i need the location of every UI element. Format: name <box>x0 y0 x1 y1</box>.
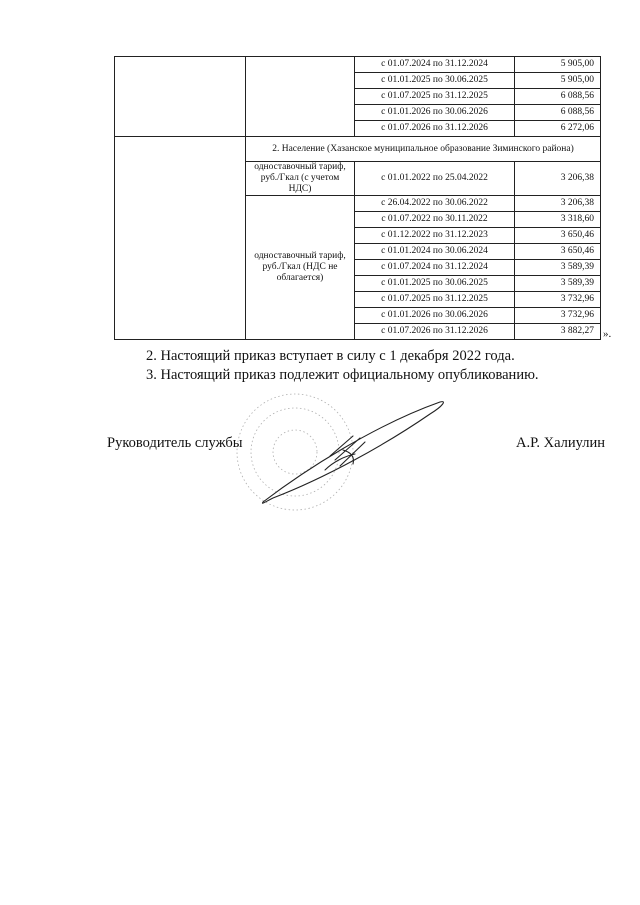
value-cell: 3 589,39 <box>515 260 601 276</box>
value-cell: 6 088,56 <box>515 89 601 105</box>
value-cell: 3 732,96 <box>515 292 601 308</box>
period-cell: с 01.07.2025 по 31.12.2025 <box>355 292 515 308</box>
tariff-category: одноставочный тариф, руб./Гкал (с учетом НДС) <box>246 162 355 196</box>
section-header: 2. Население (Хазанское муниципальное образование Зиминского района) <box>246 137 601 162</box>
stamp-and-signature-image <box>225 390 465 530</box>
value-cell: 3 206,38 <box>515 196 601 212</box>
value-cell: 3 206,38 <box>515 162 601 196</box>
tariff-table <box>114 56 601 340</box>
tariff-category: одноставочный тариф, руб./Гкал (НДС не облагается) <box>246 196 355 340</box>
period-cell: с 01.07.2026 по 31.12.2026 <box>355 324 515 340</box>
empty-cell <box>115 137 246 340</box>
closing-quote: ». <box>603 328 612 340</box>
value-cell: 5 905,00 <box>515 73 601 89</box>
period-cell: с 01.01.2022 по 25.04.2022 <box>355 162 515 196</box>
section-header-row <box>115 137 601 162</box>
table-row <box>115 57 601 73</box>
period-cell: с 01.12.2022 по 31.12.2023 <box>355 228 515 244</box>
period-cell: с 01.01.2026 по 30.06.2026 <box>355 105 515 121</box>
signatory-position: Руководитель службы <box>107 435 243 451</box>
period-cell: с 01.01.2026 по 30.06.2026 <box>355 308 515 324</box>
value-cell: 5 905,00 <box>515 57 601 73</box>
value-cell: 6 088,56 <box>515 105 601 121</box>
period-cell: с 01.07.2026 по 31.12.2026 <box>355 121 515 137</box>
signatory-name: А.Р. Халиулин <box>516 435 605 451</box>
period-cell: с 01.07.2025 по 31.12.2025 <box>355 89 515 105</box>
empty-cell <box>246 57 355 137</box>
period-cell: с 01.07.2024 по 31.12.2024 <box>355 57 515 73</box>
period-cell: с 01.01.2024 по 30.06.2024 <box>355 244 515 260</box>
period-cell: с 26.04.2022 по 30.06.2022 <box>355 196 515 212</box>
value-cell: 3 732,96 <box>515 308 601 324</box>
period-cell: с 01.07.2024 по 31.12.2024 <box>355 260 515 276</box>
value-cell: 6 272,06 <box>515 121 601 137</box>
paragraph-effective-date: 2. Настоящий приказ вступает в силу с 1 декабря 2022 года. <box>146 348 515 364</box>
value-cell: 3 882,27 <box>515 324 601 340</box>
value-cell: 3 650,46 <box>515 228 601 244</box>
paragraph-publication: 3. Настоящий приказ подлежит официальному опубликованию. <box>146 367 539 383</box>
period-cell: с 01.07.2022 по 30.11.2022 <box>355 212 515 228</box>
period-cell: с 01.01.2025 по 30.06.2025 <box>355 276 515 292</box>
period-cell: с 01.01.2025 по 30.06.2025 <box>355 73 515 89</box>
value-cell: 3 650,46 <box>515 244 601 260</box>
value-cell: 3 318,60 <box>515 212 601 228</box>
empty-cell <box>115 57 246 137</box>
value-cell: 3 589,39 <box>515 276 601 292</box>
